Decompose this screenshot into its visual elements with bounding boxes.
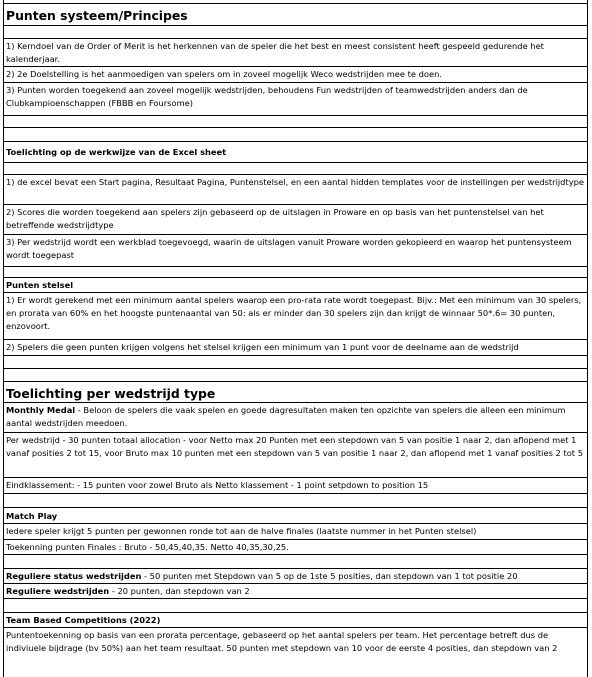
status-text: - 50 punten met Stepdown van 5 op de 1ste 5 posities, dan stepdown van 1 tot positie 20 xyxy=(141,571,518,581)
empty-row[interactable] xyxy=(3,115,588,127)
team-row[interactable] xyxy=(3,627,588,677)
empty-row[interactable] xyxy=(3,127,588,141)
type-heading-row[interactable] xyxy=(3,381,588,402)
stelsel-1-text: 1) Er wordt gerekend met een minimum aantal spelers waarop een pro-rata rate wordt toegepast. Bijv.: Met een minimum van 30 spelers, en prorata van 60% en het hoogste puntenaantal van 50: als er minder dan 30 spelers zijn dan krijgt de winnaar 50*.6= 30 punten, enzovoort. xyxy=(6,295,582,331)
principe-row[interactable] xyxy=(3,38,588,66)
match-heading-row[interactable] xyxy=(3,507,588,523)
team-heading: Team Based Competitions (2022) xyxy=(6,615,161,625)
principe-3-text: 3) Punten worden toegekend aan zoveel mogelijk wedstrijden, behoudens Fun wedstrijden of teamwedstrijden anders dan de Clubkampioenschappen (FBBB en Foursome) xyxy=(6,85,528,108)
werkwijze-row[interactable] xyxy=(3,204,588,234)
empty-row[interactable] xyxy=(3,266,588,277)
stelsel-heading-row[interactable] xyxy=(3,277,588,292)
empty-row[interactable] xyxy=(3,162,588,174)
regular-label: Reguliere wedstrijden xyxy=(6,586,110,596)
empty-row[interactable] xyxy=(3,493,588,507)
stelsel-row[interactable] xyxy=(3,292,588,339)
match-rule-row[interactable] xyxy=(3,539,588,554)
werkwijze-heading: Toelichting op de werkwijze van de Excel sheet xyxy=(6,147,227,157)
empty-row[interactable] xyxy=(3,598,588,612)
status-label: Reguliere status wedstrijden xyxy=(6,571,142,581)
page-title: Punten systeem/Principes xyxy=(6,8,188,23)
principe-row[interactable] xyxy=(3,66,588,82)
team-heading-row[interactable] xyxy=(3,612,588,627)
monthly-text: - Beloon de spelers die vaak spelen en goede dagresultaten maken ten opzichte van spelers die alleen een minimum aantal wedstrijden meedoen. xyxy=(6,405,566,428)
empty-row[interactable] xyxy=(3,25,588,38)
principe-1-text: 1) Kerndoel van de Order of Merit is het herkennen van de speler die het best en meest consistent heeft gespeeld gedurende het kalenderjaar. xyxy=(6,41,544,64)
werkwijze-2-text: 2) Scores die worden toegekend aan spelers zijn gebaseerd op de uitslagen in Proware en op basis van het puntenstelsel van het betreffende wedstrijdtype xyxy=(6,207,544,230)
type-heading: Toelichting per wedstrijd type xyxy=(6,386,216,401)
match-rule-1-text: Iedere speler krijgt 5 punten per gewonnen ronde tot aan de halve finales (laatste nummer in het Punten stelsel) xyxy=(6,526,477,536)
monthly-rule-2-text: Eindklassement: - 15 punten voor zowel Bruto als Netto klassement - 1 point setpdown to position 15 xyxy=(6,480,429,490)
team-text: Puntentoekenning op basis van een prorata percentage, gebaseerd op het aantal spelers per team. Het percentage betreft dus de indiviuele bijdrage (bv 50%) aan het team resultaat. 50 punten met stepdown van 10 voor de eerste 4 posities, dan stepdown van 2 xyxy=(6,630,558,653)
monthly-rule-1-text: Per wedstrijd - 30 punten totaal allocation - voor Netto max 20 Punten met een stepdown van 5 van positie 1 naar 2, dan aflopend met 1 vanaf posities 2 tot 15, voor Bruto max 10 punten met een stepdown van 5 van positie 1 naar 2, dan aflopend met 1 vanaf posities 2 tot 5 xyxy=(6,435,583,458)
regular-text: - 20 punten, dan stepdown van 2 xyxy=(109,586,250,596)
empty-row[interactable] xyxy=(3,368,588,381)
monthly-row[interactable] xyxy=(3,402,588,432)
stelsel-heading: Punten stelsel xyxy=(6,280,74,290)
match-rule-2-text: Toekenning punten Finales : Bruto - 50,45,40,35. Netto 40,35,30,25. xyxy=(6,542,289,552)
match-rule-row[interactable] xyxy=(3,523,588,539)
empty-row[interactable] xyxy=(3,355,588,368)
werkwijze-row[interactable] xyxy=(3,234,588,266)
monthly-label: Monthly Medal xyxy=(6,405,76,415)
regular-row[interactable] xyxy=(3,583,588,598)
principe-row[interactable] xyxy=(3,82,588,115)
werkwijze-1-text: 1) de excel bevat een Start pagina, Resultaat Pagina, Puntenstelsel, en een aantal hidden templates voor de instellingen per wedstrijdtype xyxy=(6,177,584,187)
status-row[interactable] xyxy=(3,568,588,583)
werkwijze-row[interactable] xyxy=(3,174,588,204)
stelsel-2-text: 2) Spelers die geen punten krijgen volgens het stelsel krijgen een minimum van 1 punt voor de deelname aan de wedstrijd xyxy=(6,342,519,352)
monthly-rule-row[interactable] xyxy=(3,477,588,493)
match-heading: Match Play xyxy=(6,511,58,521)
principe-2-text: 2) 2e Doelstelling is het aanmoedigen van spelers om in zoveel mogelijk Weco wedstrijden mee te doen. xyxy=(6,69,442,79)
werkwijze-heading-row[interactable] xyxy=(3,141,588,162)
monthly-rule-row[interactable] xyxy=(3,432,588,477)
empty-row[interactable] xyxy=(3,554,588,568)
stelsel-row[interactable] xyxy=(3,339,588,355)
werkwijze-3-text: 3) Per wedstrijd wordt een werkblad toegevoegd, waarin de uitslagen vanuit Proware worden gekopieerd en waarop het puntensysteem wordt toegepast xyxy=(6,237,572,260)
title-row[interactable] xyxy=(3,3,588,25)
